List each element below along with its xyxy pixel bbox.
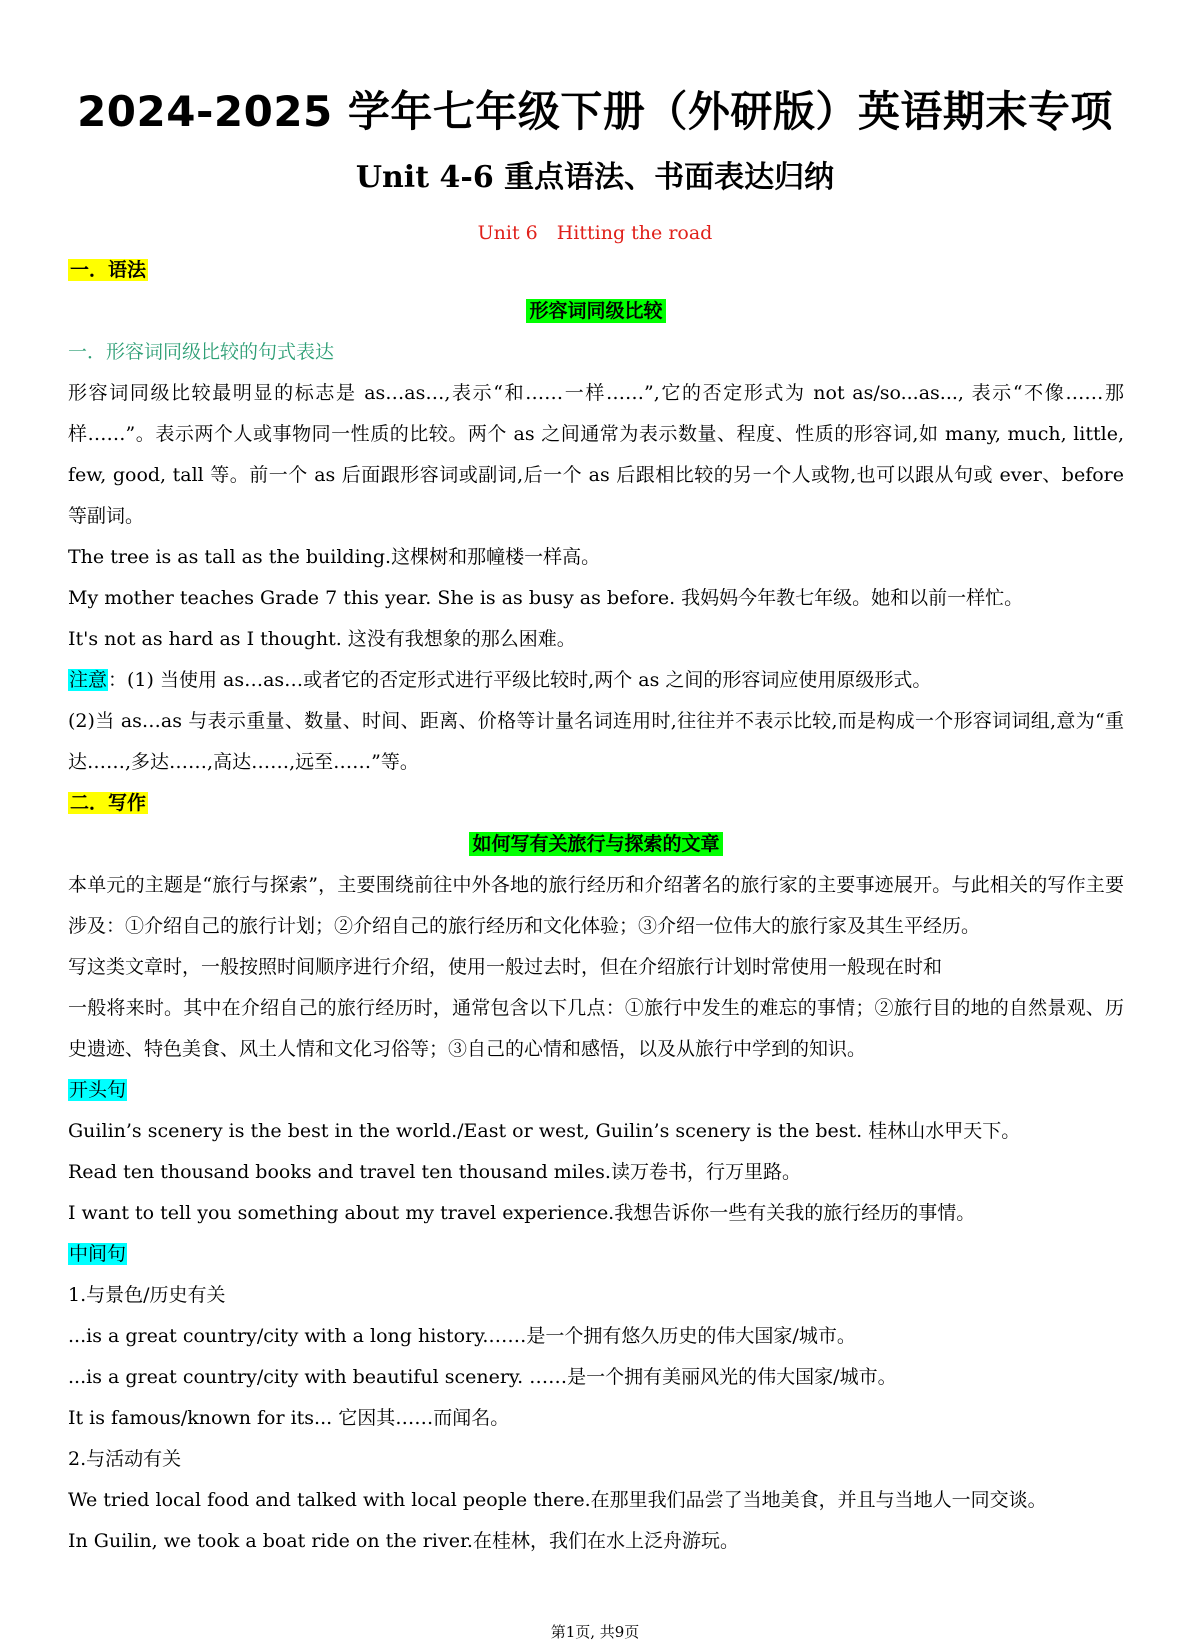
group-title: 2.与活动有关: [68, 1448, 182, 1470]
note-1: 注意：(1) 当使用 as…as…或者它的否定形式进行平级比较时,两个 as 之间的形容词应使用原级形式。: [69, 669, 932, 691]
example-sentence: My mother teaches Grade 7 this year. She is as busy as before. 我妈妈今年教七年级。她和以前一样忙。: [68, 587, 1024, 609]
opening-label-line: [68, 1070, 1124, 1111]
writing-intro-paragraph: 本单元的主题是“旅行与探索”，主要围绕前往中外各地的旅行经历和介绍著名的旅行家的主要事迹展开。与此相关的写作主要涉及：①介绍自己的旅行计划；②介绍自己的旅行经历和文化体验；③介绍一位伟大的旅行家及其生平经历。: [68, 874, 1124, 937]
opening-sentence: I want to tell you something about my travel experience.我想告诉你一些有关我的旅行经历的事情。: [68, 1202, 976, 1224]
opening-sentence: Read ten thousand books and travel ten thousand miles.读万卷书，行万里路。: [68, 1161, 801, 1183]
sub-heading: 一．形容词同级比较的句式表达: [68, 341, 335, 363]
opening-label: 开头句: [69, 1079, 127, 1101]
document-title: 2024-2025 学年七年级下册（外研版）英语期末专项: [77, 87, 1113, 136]
writing-paragraph-rest: 一般将来时。其中在介绍自己的旅行经历时，通常包含以下几点：①旅行中发生的难忘的事情；②旅行目的地的自然景观、历史遗迹、特色美食、风土人情和文化习俗等；③自己的心情和感悟，以及从旅行中学到的知识。: [68, 997, 1124, 1060]
section-heading-grammar: 一．语法: [70, 259, 147, 281]
topic-heading-comparison: 形容词同级比较: [68, 291, 1124, 332]
middle-sentence: It is famous/known for its... 它因其……而闻名。: [68, 1407, 510, 1429]
middle-label: 中间句: [69, 1243, 127, 1265]
middle-sentence: In Guilin, we took a boat ride on the river.在桂林，我们在水上泛舟游玩。: [68, 1530, 739, 1552]
section-heading-writing: 二．写作: [70, 792, 147, 814]
topic-heading-travel: 如何写有关旅行与探索的文章: [68, 824, 1124, 865]
document-body: [68, 250, 1124, 1562]
group-title: 1.与景色/历史有关: [68, 1284, 226, 1306]
middle-sentence: ...is a great country/city with a long history.……是一个拥有悠久历史的伟大国家/城市。: [68, 1325, 856, 1347]
document-subtitle: Unit 4-6 重点语法、书面表达归纳: [355, 160, 835, 195]
example-sentence: The tree is as tall as the building.这棵树和那幢楼一样高。: [68, 546, 601, 568]
unit-title: Unit 6 Hitting the road: [477, 222, 713, 244]
opening-sentence: Guilin’s scenery is the best in the world./East or west, Guilin’s scenery is the best. 桂林山水甲天下。: [68, 1120, 1021, 1142]
page-number: 第1页, 共9页: [550, 1623, 640, 1641]
note-label: 注意: [69, 669, 108, 691]
writing-paragraph-line: 写这类文章时，一般按照时间顺序进行介绍，使用一般过去时，但在介绍旅行计划时常使用一般现在时和: [68, 956, 943, 978]
example-sentence: It's not as hard as I thought. 这没有我想象的那么困难。: [68, 628, 576, 650]
grammar-intro-paragraph: 形容词同级比较最明显的标志是 as…as…,表示“和……一样……”,它的否定形式为 not as/so...as..., 表示“不像……那样……”。表示两个人或事物同一性质的比较。两个 as 之间通常为表示数量、程度、性质的形容词,如 many, much, little, few, good, tall 等。前一个 as 后面跟形容词或副词,后一个 as 后跟相比较的另一个人或物,也可以跟从句或 ever、before 等副词。: [68, 382, 1124, 527]
note-2: (2)当 as…as 与表示重量、数量、时间、距离、价格等计量名词连用时,往往并不表示比较,而是构成一个形容词词组,意为“重达……,多达……,高达……,远至……”等。: [68, 710, 1124, 773]
middle-label-line: [68, 1234, 1124, 1275]
middle-sentence: We tried local food and talked with local people there.在那里我们品尝了当地美食，并且与当地人一同交谈。: [68, 1489, 1047, 1511]
middle-sentence: ...is a great country/city with beautiful scenery. ……是一个拥有美丽风光的伟大国家/城市。: [68, 1366, 897, 1388]
